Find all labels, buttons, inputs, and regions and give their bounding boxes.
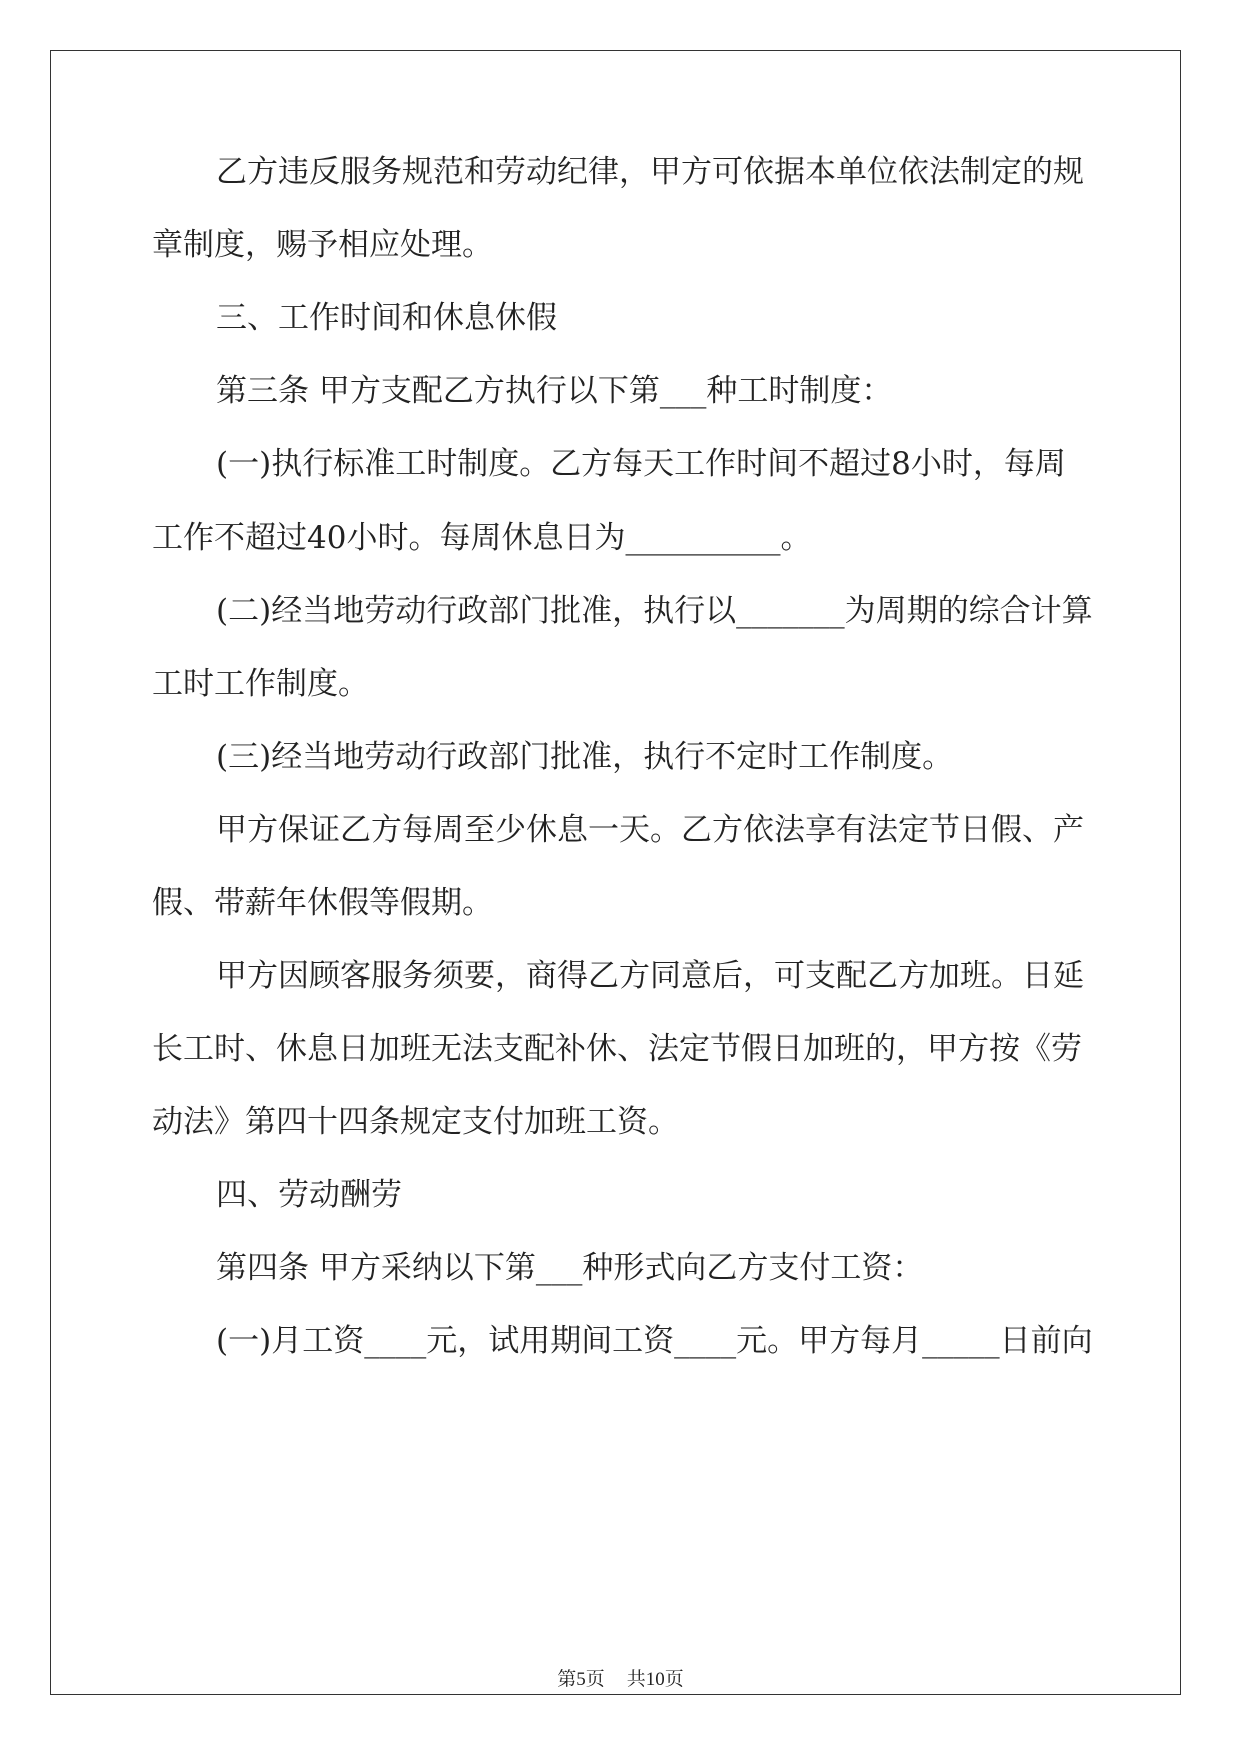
text-line: 乙方违反服务规范和劳动纪律，甲方可依据本单位依法制定的规 [216,154,1084,190]
text-line: 动法》第四十四条规定支付加班工资。 [152,1104,679,1140]
text-line: 甲方保证乙方每周至少休息一天。乙方依法享有法定节日假、产 [216,812,1084,848]
article-heading: 第三条 甲方支配乙方执行以下第___种工时制度： [216,373,893,409]
text-line: (一)月工资____元，试用期间工资____元。甲方每月_____日前向 [216,1323,1093,1359]
text-line: 甲方因顾客服务须要，商得乙方同意后，可支配乙方加班。日延 [216,958,1084,994]
text-line: 工作不超过40小时。每周休息日为__________。 [152,520,812,556]
text-line: (三)经当地劳动行政部门批准，执行不定时工作制度。 [216,739,954,775]
text-line: 章制度，赐予相应处理。 [152,227,493,263]
page-number: 第5页 [557,1669,605,1690]
page-total: 共10页 [626,1669,684,1690]
page-frame [50,50,1181,1695]
text-line: (二)经当地劳动行政部门批准，执行以_______为周期的综合计算 [216,593,1093,629]
text-line: 长工时、休息日加班无法支配补休、法定节假日加班的，甲方按《劳 [152,1031,1082,1067]
text-line: 工时工作制度。 [152,666,369,702]
section-heading: 四、劳动酬劳 [216,1177,402,1213]
text-line: 假、带薪年休假等假期。 [152,885,493,921]
article-heading: 第四条 甲方采纳以下第___种形式向乙方支付工资： [216,1250,924,1286]
page-footer [0,1664,1241,1691]
text-line: (一)执行标准工时制度。乙方每天工作时间不超过8小时，每周 [216,446,1066,482]
section-heading: 三、工作时间和休息休假 [216,300,557,336]
